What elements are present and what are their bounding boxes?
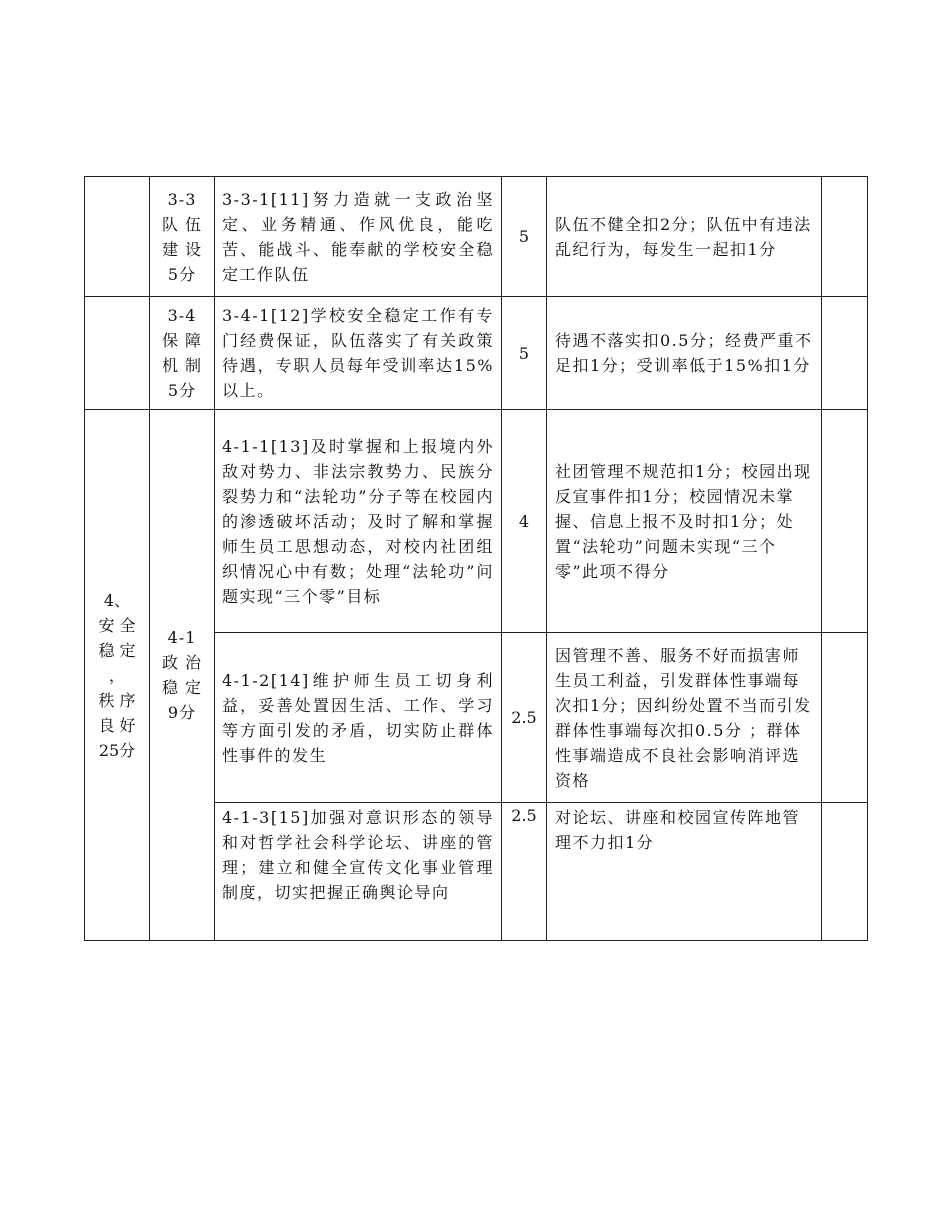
main-category-cell-empty (85, 177, 150, 297)
rule-cell: 队伍不健全扣2分；队伍中有违法乱纪行为，每发生一起扣1分 (547, 177, 822, 297)
sub-category-cell (150, 177, 215, 297)
main-name-comma: ， (108, 665, 125, 685)
main-code: 4、 (103, 590, 131, 610)
main-name-line3: 秩 序 (98, 690, 136, 710)
remark-cell (822, 177, 868, 297)
table-row (85, 297, 868, 410)
sub-name-line2: 稳 定 (161, 678, 203, 697)
sub-code: 3-3 (167, 189, 197, 209)
sub-name-line1: 政 治 (161, 653, 203, 672)
main-points: 25分 (98, 740, 136, 760)
sub-name-line2: 建 设 (161, 239, 203, 259)
sub-points: 5分 (167, 264, 197, 284)
sub-name-line2: 机 制 (161, 356, 203, 375)
evaluation-table (84, 176, 868, 941)
remark-cell (822, 410, 868, 633)
score-cell: 5 (502, 177, 547, 297)
content-cell: 4-1-2[14]维护师生员工切身利益，妥善处置因生活、工作、学习等方面引发的矛盾，切实防止群体性事件的发生 (215, 633, 502, 803)
score-cell: 5 (502, 297, 547, 410)
content-cell: 3-3-1[11]努力造就一支政治坚定、业务精通、作风优良，能吃苦、能战斗、能奉献的学校安全稳定工作队伍 (215, 177, 502, 297)
sub-name-line1: 队 伍 (161, 214, 203, 234)
sub-category-cell (150, 410, 215, 941)
rule-cell: 因管理不善、服务不好而损害师生员工利益，引发群体性事端每次扣1分；因纠纷处置不当而引发群体性事端每次扣0.5分 ；群体性事端造成不良社会影响消评选资格 (547, 633, 822, 803)
score-cell: 4 (502, 410, 547, 633)
table-row (85, 177, 868, 297)
sub-points: 9分 (167, 703, 197, 722)
score-cell: 2.5 (502, 633, 547, 803)
sub-points: 5分 (167, 381, 197, 400)
content-cell: 3-4-1[12]学校安全稳定工作有专门经费保证，队伍落实了有关政策待遇，专职人员每年受训率达15%以上。 (215, 297, 502, 410)
sub-code: 4-1 (167, 628, 197, 647)
remark-cell (822, 297, 868, 410)
main-name-line1: 安 全 (98, 615, 136, 635)
main-category-cell (85, 410, 150, 941)
remark-cell (822, 633, 868, 803)
rule-cell: 社团管理不规范扣1分；校园出现反宣事件扣1分；校园情况未掌握、信息上报不及时扣1分；处置“法轮功”问题未实现“三个零”此项不得分 (547, 410, 822, 633)
sub-category-cell (150, 297, 215, 410)
sub-code: 3-4 (167, 306, 197, 325)
main-name-line4: 良 好 (98, 715, 136, 735)
sub-name-line1: 保 障 (161, 331, 203, 350)
main-name-line2: 稳 定 (98, 640, 136, 660)
table-row (85, 410, 868, 633)
main-category-cell-empty (85, 297, 150, 410)
content-cell: 4-1-3[15]加强对意识形态的领导和对哲学社会科学论坛、讲座的管理；建立和健全宣传文化事业管理制度，切实把握正确舆论导向 (215, 803, 502, 941)
rule-cell: 待遇不落实扣0.5分；经费严重不足扣1分；受训率低于15%扣1分 (547, 297, 822, 410)
content-cell: 4-1-1[13]及时掌握和上报境内外敌对势力、非法宗教势力、民族分裂势力和“法轮功”分子等在校园内的渗透破坏活动；及时了解和掌握师生员工思想动态，对校内社团组织情况心中有数；处理“法轮功”问题实现“三个零”目标 (215, 410, 502, 633)
remark-cell (822, 803, 868, 941)
score-cell: 2.5 (502, 803, 547, 941)
rule-cell: 对论坛、讲座和校园宣传阵地管理不力扣1分 (547, 803, 822, 941)
